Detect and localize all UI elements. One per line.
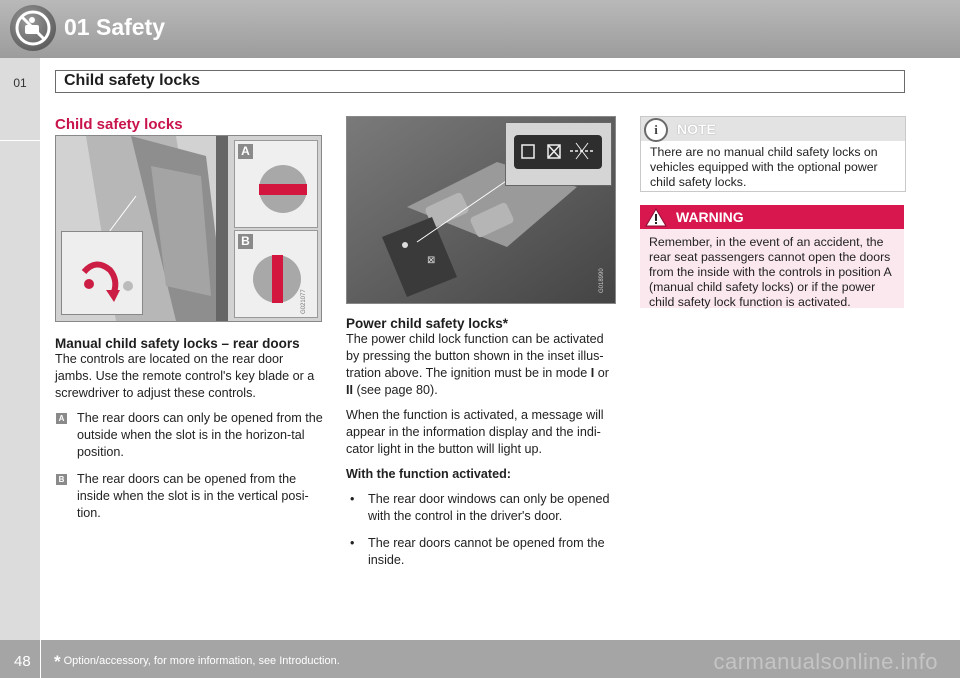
power-locks-subheading: Power child safety locks*: [346, 316, 509, 331]
manual-locks-subheading: Manual child safety locks – rear doors: [55, 336, 300, 351]
figure-code: G018990: [599, 268, 605, 293]
warning-triangle-icon: [645, 208, 667, 227]
para-text: The power child lock function can be activated by pressing the button shown in the inset illus-tration above. The ignition must be in mode: [346, 332, 604, 380]
label-a-badge: A: [238, 144, 253, 159]
note-title: NOTE: [677, 121, 716, 137]
footnote: [54, 652, 340, 672]
col1-text: [55, 336, 323, 532]
bullet-text: The rear doors cannot be opened from the inside.: [368, 536, 605, 567]
section-title-bar: [55, 70, 905, 93]
side-chapter-number: 01: [13, 76, 27, 90]
position-a-inset: [234, 140, 318, 228]
chapter-side-tab: [0, 58, 40, 640]
power-locks-para-1: [346, 331, 614, 399]
chapter-header: [0, 0, 960, 58]
note-text: There are no manual child safety locks on vehicles equipped with the optional power child safety locks.: [650, 145, 878, 189]
child-lock-button: [514, 135, 602, 169]
para-text: or: [594, 366, 609, 380]
list-item: [55, 471, 323, 522]
chapter-title: 01 Safety: [64, 14, 166, 40]
item-text: The rear doors can be opened from the inside when the slot is in the vertical posi-tion.: [77, 472, 309, 520]
manual-lock-illustration: [55, 135, 322, 322]
ignition-mode-1: I: [590, 366, 595, 380]
bullet-dot: •: [350, 536, 355, 550]
ignition-mode-2: II: [346, 383, 353, 397]
power-locks-para-2: When the function is activated, a message will appear in the information display and the indi-cator light in the button will light up.: [346, 408, 604, 456]
marker-b: B: [56, 474, 67, 485]
bullet-item: [346, 535, 614, 569]
power-lock-illustration: [346, 116, 616, 304]
bullet-dot: •: [350, 492, 355, 506]
function-activated-label: With the function activated:: [346, 467, 512, 481]
info-icon: i: [644, 118, 668, 142]
label-b-badge: B: [238, 234, 253, 249]
warning-header: [640, 205, 904, 229]
button-inset: [505, 122, 612, 186]
bullet-item: [346, 491, 614, 525]
warning-box: [640, 205, 904, 308]
lock-turn-inset: [61, 231, 143, 315]
warning-text: Remember, in the event of an accident, the rear seat passengers cannot open the doors from the inside with the controls in position A (manual child safety locks) or if the power child safety lock function is activated.: [649, 235, 891, 309]
note-header: [641, 117, 905, 141]
footnote-text: Option/accessory, for more information, see Introduction.: [63, 655, 340, 667]
para-text: (see page 80).: [353, 383, 438, 397]
horizontal-slot-icon: [235, 141, 317, 227]
item-text: The rear doors can only be opened from the outside when the slot is in the horizon-tal position.: [77, 411, 323, 459]
child-lock-symbols-icon: [514, 135, 602, 169]
page-number: 48: [14, 653, 31, 670]
side-tab-divider: [0, 140, 40, 141]
marker-a: A: [56, 413, 67, 424]
col1-heading: Child safety locks: [55, 116, 183, 133]
manual-locks-intro: The controls are located on the rear door jambs. Use the remote control's key blade or a screwdriver to adjust these controls.: [55, 352, 315, 400]
no-child-seat-icon: [10, 5, 56, 51]
section-title: Child safety locks: [64, 72, 201, 89]
bullet-text: The rear door windows can only be opened with the control in the driver's door.: [368, 492, 610, 523]
figure-code: G021077: [301, 289, 307, 314]
footnote-star: *: [54, 652, 61, 671]
footer-divider: [40, 640, 41, 678]
note-box: [640, 116, 906, 192]
svg-text:⊠: ⊠: [427, 255, 436, 266]
turn-arrow-icon: [62, 232, 142, 314]
warning-title: WARNING: [676, 209, 744, 225]
col2-text: [346, 316, 614, 579]
list-item: [55, 410, 323, 461]
watermark: carmanualsonline.info: [713, 649, 938, 674]
